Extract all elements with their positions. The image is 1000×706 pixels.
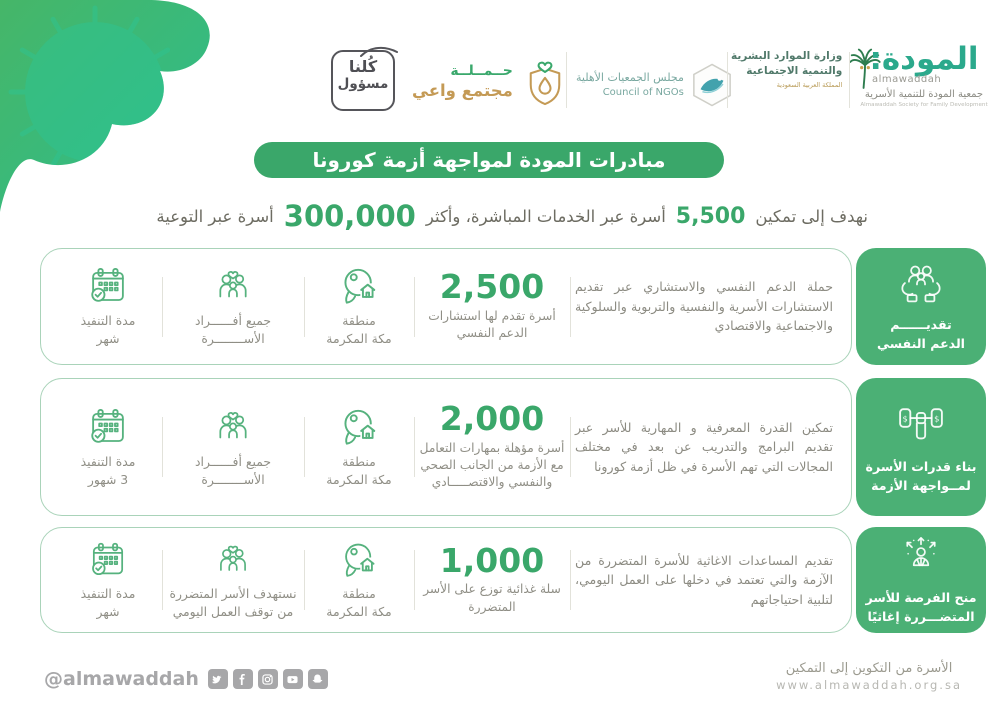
svg-text:$: $ (934, 412, 940, 423)
family-icon (211, 406, 255, 448)
family-icon (212, 540, 254, 580)
campaign-word: حــمــلــة (450, 63, 513, 80)
duration-block (59, 406, 157, 488)
location-block (309, 265, 409, 347)
audience-label: جميع أفــــــراد الأســــــــرة (194, 453, 272, 487)
instagram-icon (258, 669, 278, 689)
duration-label: مدة التنفيذ شهر (80, 313, 136, 346)
twitter-icon (208, 669, 228, 689)
card-divider (304, 277, 305, 337)
person-opportunities-icon (897, 534, 945, 582)
footer-brand-info (776, 661, 962, 692)
tab-label: بناء قدرات الأسرة لمــواجهة الأزمة (865, 458, 977, 493)
location-label: منطقة مكة المكرمة (326, 585, 392, 619)
shield-drop-heart-icon (522, 54, 568, 110)
card-divider (304, 417, 305, 477)
almawaddah-brand-logo (854, 41, 994, 108)
family-in-hands-icon (896, 259, 946, 309)
card-description: حملة الدعم النفسي والاستشاري عبر تقديم الاستشارات الأسرية والنفسية والتربوية والسلوكية والاجتماعية والاقتصادي (575, 279, 833, 334)
card-divider (162, 277, 163, 337)
location-pin-home-icon (338, 265, 380, 307)
facebook-icon (233, 669, 253, 689)
stat-number: 2,500 (439, 267, 545, 307)
audience-block (167, 265, 299, 347)
location-pin-home-icon (338, 406, 380, 448)
card-description: تمكين القدرة المعرفية و المهارية للأسر عبر تقديم البرامج والتدريب عن بعد في مختلف المجالات التي تهم الأسرة في ظل أزمة كورونا (575, 419, 833, 474)
initiative-card-psychological-support (40, 248, 852, 365)
subtitle-number-300000: 300,000 (283, 199, 416, 233)
location-label: منطقة مكة المكرمة (326, 313, 392, 346)
ministry-line2: والتنمية الاجتماعية (746, 65, 843, 77)
audience-block (167, 540, 299, 620)
initiative-card-relief-aid (40, 527, 852, 633)
calendar-check-icon (87, 265, 129, 307)
corona-virus-blob-decoration (0, 0, 224, 220)
card-divider (570, 277, 571, 337)
calendar-check-icon (87, 406, 129, 448)
location-block (309, 406, 409, 488)
card-divider (304, 550, 305, 610)
duration-label: مدة التنفيذ شهر (80, 585, 136, 619)
card-divider (414, 417, 415, 477)
tab-label: منح الفرصة للأسر المتضـــررة إغاثيًا (865, 589, 977, 624)
header-divider (566, 52, 567, 108)
audience-label: نستهدف الأسر المتضررة من توقف العمل اليومي (169, 585, 297, 619)
audience-label: جميع أفــــــراد الأســــــــرة (194, 313, 272, 346)
stat-number: 2,000 (439, 399, 545, 439)
duration-block (59, 265, 157, 347)
header-divider (849, 52, 850, 108)
location-block (309, 540, 409, 620)
tab-label: تقديــــــم الدعم النفسي (877, 317, 965, 351)
stat-caption: أسرة مؤهلة بمهارات التعامل مع الأزمة من الجانب الصحي والنفسي والاقتصـــــادي (419, 440, 565, 490)
brand-english-subtitle: Almawaddah Society for Family Development (860, 102, 988, 108)
brand-latin: almawaddah (872, 74, 942, 85)
card-divider (162, 417, 163, 477)
badge-flourish-stroke (359, 44, 399, 58)
stat-caption: أسرة تقدم لها استشارات الدعم النفسي (428, 308, 556, 341)
card-divider (162, 550, 163, 610)
social-media-bar (44, 668, 328, 690)
council-of-ngos-logo (576, 62, 733, 108)
ministry-line3: المملكة العربية السعودية (776, 81, 843, 90)
council-name-en: Council of NGOs (602, 86, 684, 98)
family-icon (211, 265, 255, 307)
card-divider (414, 277, 415, 337)
header-divider (727, 52, 728, 108)
svg-text:$: $ (902, 412, 908, 423)
campaign-name: مجتمع واعي (412, 81, 513, 101)
brand-arabic-subtitle: جمعية المودة للتنمية الأسرية (864, 89, 984, 100)
subtitle-number-5500: 5,500 (675, 203, 746, 229)
subtitle-part1: نهدف إلى تمكين (755, 206, 868, 226)
kulluna-masool-badge (331, 50, 395, 111)
footer-tagline: الأسرة من التكوين إلى التمكين (785, 661, 953, 676)
brand-logotype: المودة: (869, 41, 979, 77)
duration-label: مدة التنفيذ 3 شهور (80, 453, 136, 487)
stat-number: 1,000 (439, 540, 545, 580)
location-label: منطقة مكة المكرمة (326, 453, 392, 487)
subtitle-part2: أسرة عبر الخدمات المباشرة، وأكثر (425, 206, 666, 226)
snapchat-icon (308, 669, 328, 689)
strength-dollar-icon (895, 399, 947, 451)
location-pin-home-icon (339, 540, 379, 580)
ministry-line1: وزارة الموارد البشرية (731, 49, 843, 62)
page-title: مبادرات المودة لمواجهة أزمة كورونا (254, 142, 724, 178)
footer-website-url: www.almawaddah.org.sa (776, 678, 962, 692)
calendar-check-icon (88, 540, 128, 580)
duration-block (59, 540, 157, 620)
card-description: تقديم المساعدات الاغاثية للأسرة المتضررة من الآزمة والتي تعتمد في دخلها على العمل اليومي، لتلبية احتياجاتهم (575, 552, 833, 607)
stat-caption: سلة غذائية توزع على الأسر المتضررة (423, 582, 561, 614)
badge-line2: مسؤول (337, 76, 389, 93)
card-divider (570, 550, 571, 610)
initiative-card-capacity-building (40, 378, 852, 516)
tab-capacity-building (856, 378, 986, 516)
badge-line1: كُلنا (348, 57, 378, 76)
audience-block (167, 406, 299, 488)
card-stat (419, 399, 565, 492)
card-divider (414, 550, 415, 610)
council-name-ar: مجلس الجمعيات الأهلية (576, 71, 684, 85)
social-handle: @almawaddah (44, 668, 199, 690)
youtube-icon (283, 669, 303, 689)
card-stat (419, 267, 565, 342)
card-stat (419, 540, 565, 616)
subtitle-part3: أسرة عبر التوعية (156, 206, 274, 226)
aware-society-campaign-logo (412, 54, 568, 110)
tab-psychological-support (856, 248, 986, 365)
goal-subtitle (156, 196, 868, 236)
card-divider (570, 417, 571, 477)
tab-relief-aid (856, 527, 986, 633)
